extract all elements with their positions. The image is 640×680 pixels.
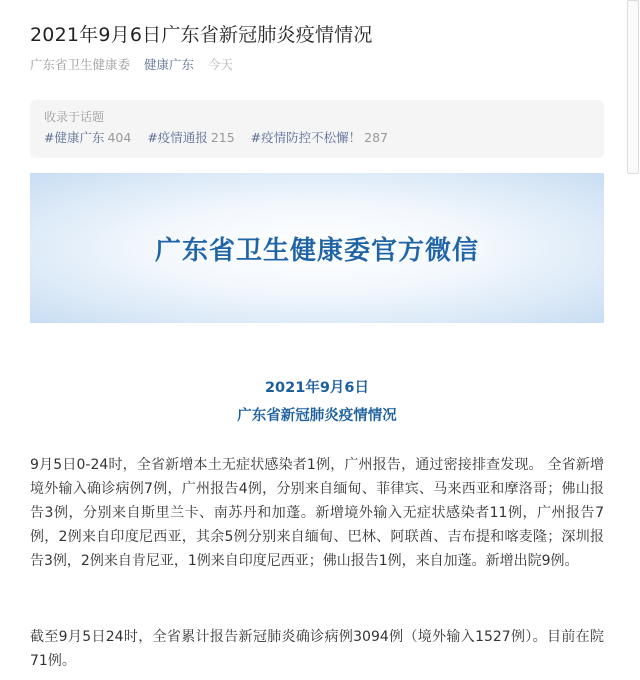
banner-text: 广东省卫生健康委官方微信 (154, 235, 479, 266)
topic-box (30, 100, 604, 158)
topic-link-prevention[interactable] (251, 130, 388, 145)
topic-count: 215 (210, 130, 235, 145)
paragraph-cumulative: 截至9月5日24时，全省累计报告新冠肺炎确诊病例3094例（境外输入1527例）。目前在院71例。 (30, 629, 604, 669)
paragraph-new-cases: 9月5日0-24时，全省新增本土无症状感染者1例，广州报告，通过密接排查发现。 全省新增境外输入确诊病例7例，广州报告4例，分别来自缅甸、菲律宾、马来西亚和摩洛哥；佛山报告3例，分别来自斯里兰卡、南苏丹和加蓬。新增境外输入无症状感染者11例，广州报告7例，2例来自印度尼西亚，其余5例分别来自缅甸、巴林、阿联酋、吉布提和喀麦隆；深圳报告3例，2例来自肯尼亚，1例来自印度尼西亚；佛山报告1例，来自加蓬。新增出院9例。 (30, 457, 604, 569)
topic-link-health[interactable] (44, 130, 131, 145)
publish-time: 今天 (208, 57, 234, 72)
subject-heading: 广东省新冠肺炎疫情情况 (237, 408, 397, 424)
topic-list (44, 128, 590, 148)
article-meta (30, 55, 233, 73)
article-title: 2021年9月6日广东省新冠肺炎疫情情况 (30, 24, 373, 46)
account-link[interactable]: 健康广东 (144, 57, 195, 72)
topic-header: 收录于话题 (44, 110, 105, 124)
topic-label: #疫情通报 (147, 130, 208, 145)
date-heading: 2021年9月6日 (264, 380, 370, 396)
topic-label: #健康广东 (44, 130, 105, 145)
topic-label: #疫情防控不松懈！ (250, 130, 362, 145)
topic-link-report[interactable] (147, 130, 234, 145)
topic-count: 287 (364, 130, 388, 145)
banner-image (30, 173, 604, 323)
article-source: 广东省卫生健康委 (30, 57, 131, 72)
scrollbar-thumb[interactable] (627, 0, 639, 174)
topic-count: 404 (107, 130, 132, 145)
